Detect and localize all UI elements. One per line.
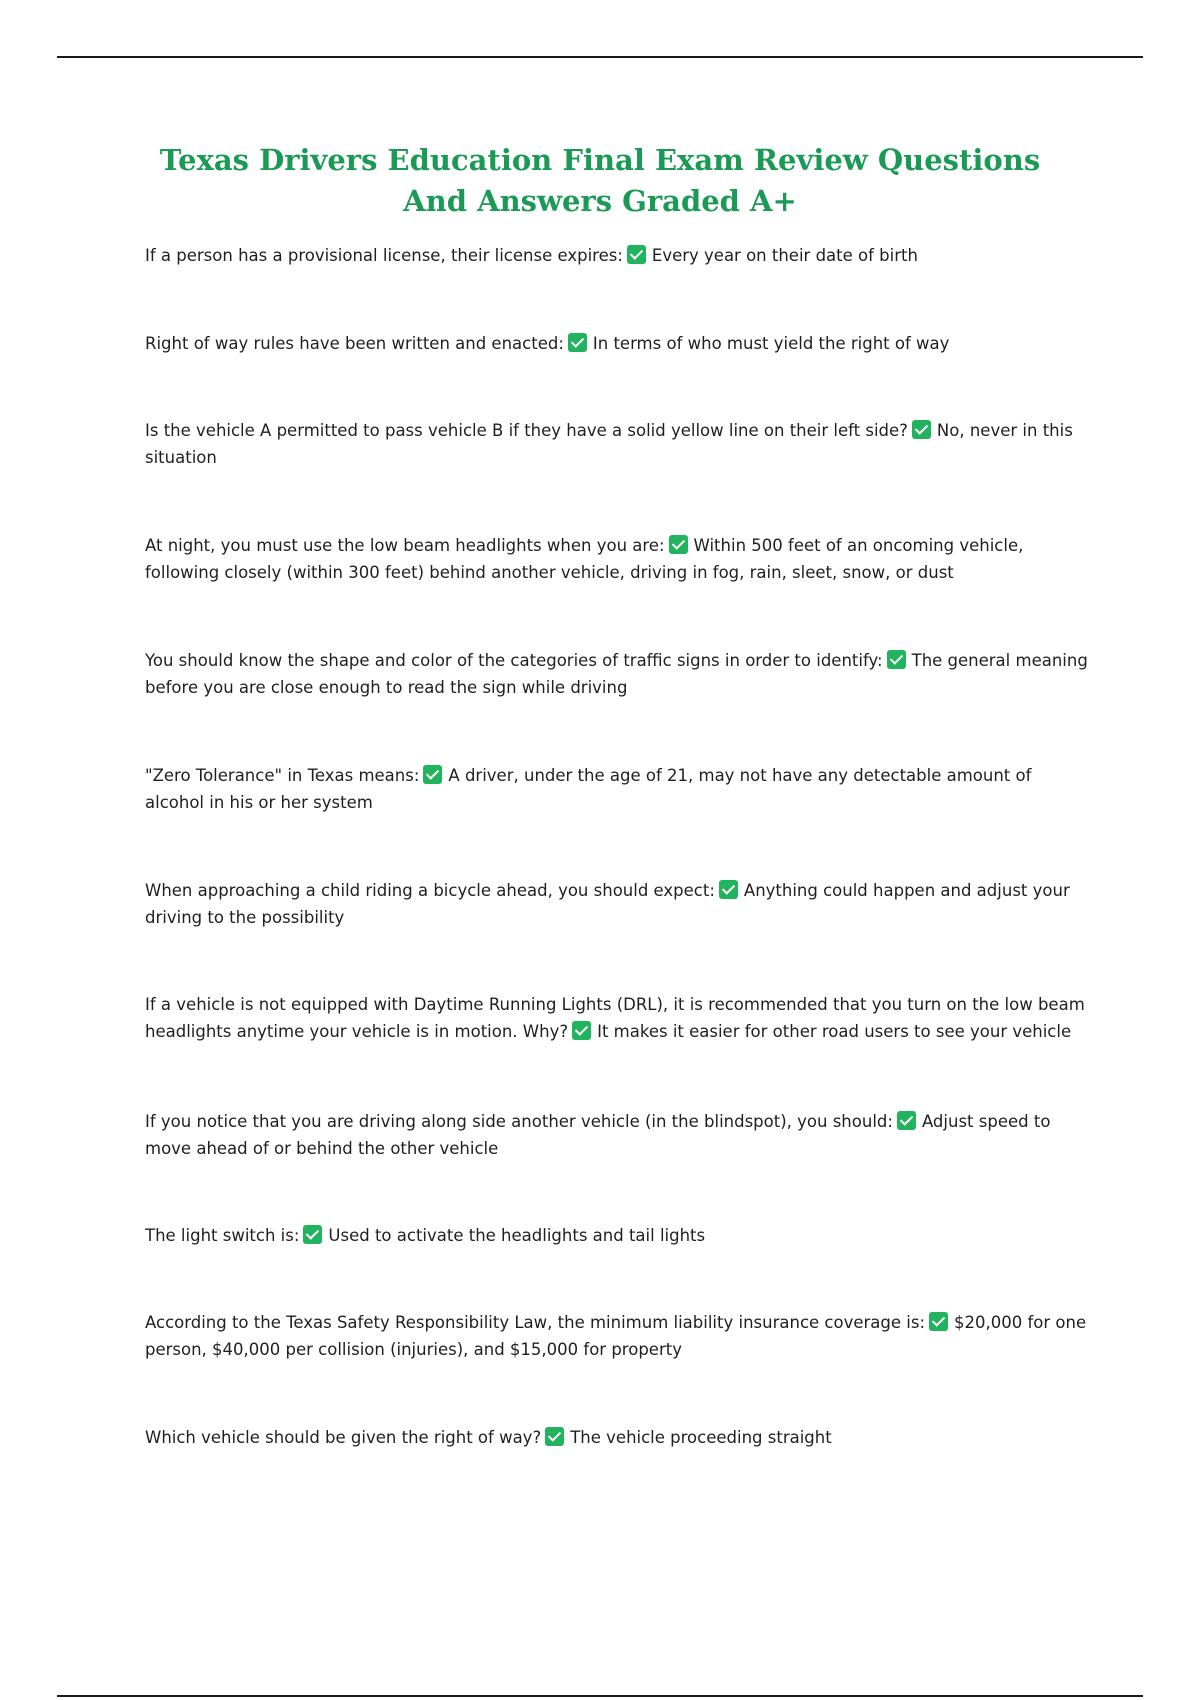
check-icon (912, 420, 931, 439)
question-text: According to the Texas Safety Responsibility Law, the minimum liability insurance coverage is: (145, 1313, 926, 1332)
qa-item-4 (145, 532, 1090, 586)
qa-item-6 (145, 762, 1090, 816)
question-text: When approaching a child riding a bicycle ahead, you should expect: (145, 881, 715, 900)
qa-item-9 (145, 1108, 1090, 1162)
question-text: If a person has a provisional license, their license expires: (145, 246, 623, 265)
qa-item-3 (145, 417, 1090, 471)
qa-item-5 (145, 647, 1090, 701)
answer-text: The general meaning before you are close enough to read the sign while driving (145, 651, 1088, 697)
answer-text: It makes it easier for other road users to see your vehicle (597, 1022, 1072, 1041)
header-rule (57, 56, 1143, 58)
footer-rule (57, 1695, 1143, 1697)
check-icon (303, 1225, 322, 1244)
check-icon (929, 1312, 948, 1331)
qa-item-11 (145, 1309, 1090, 1363)
answer-text: Used to activate the headlights and tail lights (328, 1226, 706, 1245)
question-text: Is the vehicle A permitted to pass vehicle B if they have a solid yellow line on their left side? (145, 421, 908, 440)
question-text: "Zero Tolerance" in Texas means: (145, 766, 420, 785)
answer-text: $20,000 for one person, $40,000 per collision (injuries), and $15,000 for property (145, 1313, 1087, 1359)
qa-item-8 (145, 991, 1090, 1045)
answer-text: A driver, under the age of 21, may not have any detectable amount of alcohol in his or her system (145, 766, 1032, 812)
answer-text: Within 500 feet of an oncoming vehicle, following closely (within 300 feet) behind another vehicle, driving in fog, rain, sleet, snow, or dust (145, 536, 1024, 582)
question-text: If you notice that you are driving along side another vehicle (in the blindspot), you should: (145, 1112, 893, 1131)
check-icon (669, 535, 688, 554)
qa-item-10 (145, 1222, 1090, 1249)
question-text: At night, you must use the low beam headlights when you are: (145, 536, 665, 555)
question-text: Right of way rules have been written and enacted: (145, 334, 564, 353)
check-icon (887, 650, 906, 669)
answer-text: In terms of who must yield the right of way (592, 334, 950, 353)
document-title: Texas Drivers Education Final Exam Review Questions And Answers Graded A+ (159, 143, 1041, 218)
answer-text: Anything could happen and adjust your driving to the possibility (145, 881, 1070, 927)
question-text: Which vehicle should be given the right of way? (145, 1428, 542, 1447)
check-icon (423, 765, 442, 784)
check-icon (719, 880, 738, 899)
check-icon (627, 245, 646, 264)
answer-text: Adjust speed to move ahead of or behind the other vehicle (145, 1112, 1051, 1158)
answer-text: The vehicle proceeding straight (570, 1428, 832, 1447)
question-text: The light switch is: (145, 1226, 300, 1245)
qa-item-12 (145, 1424, 1090, 1451)
question-text: If a vehicle is not equipped with Daytime Running Lights (DRL), it is recommended that you turn on the low beam headlights anytime your vehicle is in motion. Why? (145, 995, 1085, 1041)
check-icon (572, 1021, 591, 1040)
qa-item-1 (145, 242, 1090, 269)
check-icon (897, 1111, 916, 1130)
question-text: You should know the shape and color of the categories of traffic signs in order to identify: (145, 651, 883, 670)
answer-text: No, never in this situation (145, 421, 1073, 467)
qa-item-2 (145, 330, 1090, 357)
answer-text: Every year on their date of birth (651, 246, 918, 265)
check-icon (568, 333, 587, 352)
qa-item-7 (145, 877, 1090, 931)
check-icon (545, 1427, 564, 1446)
